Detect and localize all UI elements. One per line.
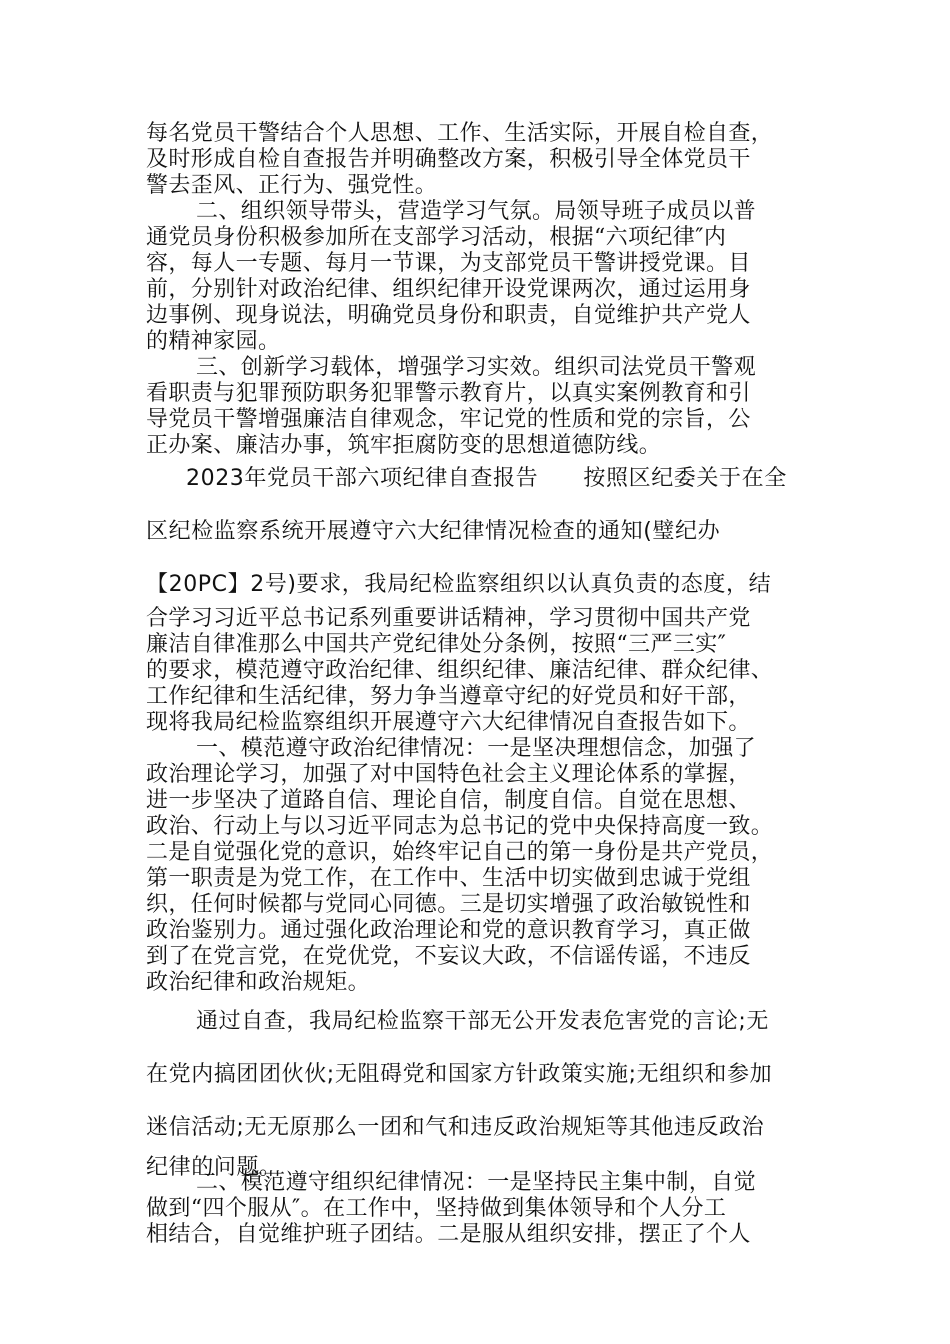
text-line: 廉洁自律准那么中国共产党纪律处分条例，按照“三严三实″ (146, 632, 727, 657)
text-line: 到了在党言党，在党优党，不妄议大政，不信谣传谣，不违反 (146, 944, 751, 969)
text-line: 通过自查，我局纪检监察干部无公开发表危害党的言论;无 (196, 1009, 770, 1034)
text-line: 导党员干警增强廉洁自律观念，牢记党的性质和党的宗旨，公 (146, 407, 751, 432)
text-line: 做到“四个服从″。在工作中，坚持做到集体领导和个人分工 (146, 1196, 727, 1221)
text-line: 三、创新学习载体，增强学习实效。组织司法党员干警观 (196, 355, 757, 380)
text-line: 政治理论学习，加强了对中国特色社会主义理论体系的掌握， (146, 762, 751, 787)
text-line: 正办案、廉洁办事，筑牢拒腐防变的思想道德防线。 (146, 433, 662, 458)
text-line: 第一职责是为党工作，在工作中、生活中切实做到忠诚于党组 (146, 866, 751, 891)
text-line: 工作纪律和生活纪律，努力争当遵章守纪的好党员和好干部， (146, 684, 751, 709)
text-line: 合学习习近平总书记系列重要讲话精神，学习贯彻中国共产党 (146, 606, 751, 631)
text-line: 的要求，模范遵守政治纪律、组织纪律、廉洁纪律、群众纪律、 (146, 658, 774, 683)
text-line: 政治、行动上与以习近平同志为总书记的党中央保持高度一致。 (146, 814, 774, 839)
text-line: 二、模范遵守组织纪律情况：一是坚持民主集中制，自觉 (196, 1170, 757, 1195)
text-line: 区纪检监察系统开展遵守六大纪律情况检查的通知(璧纪办 (146, 519, 721, 544)
text-line: 织，任何时候都与党同心同德。三是切实增强了政治敏锐性和 (146, 892, 751, 917)
text-line: 每名党员干警结合个人思想、工作、生活实际，开展自检自查， (146, 121, 774, 146)
text-line: 容，每人一专题、每月一节课，为支部党员干警讲授党课。目 (146, 251, 751, 276)
text-line: 二、组织领导带头，营造学习气氛。局领导班子成员以普 (196, 199, 757, 224)
text-line: 的精神家园。 (146, 329, 281, 354)
text-line: 进一步坚决了道路自信、理论自信，制度自信。自觉在思想、 (146, 788, 751, 813)
text-line: 前，分别针对政治纪律、组织纪律开设党课两次，通过运用身 (146, 277, 751, 302)
text-line: 迷信活动;无无原那么一团和气和违反政治规矩等其他违反政治 (146, 1115, 765, 1140)
text-line: 边事例、现身说法，明确党员身份和职责，自觉维护共产党人 (146, 303, 751, 328)
text-line: 【20PC】2号)要求，我局纪检监察组织以认真负责的态度，结 (146, 572, 772, 597)
text-line: 二是自觉强化党的意识，始终牢记自己的第一身份是共产党员， (146, 840, 774, 865)
report-title-line: 2023年党员干部六项纪律自查报告 按照区纪委关于在全 (186, 466, 787, 491)
text-line: 一、模范遵守政治纪律情况：一是坚决理想信念，加强了 (196, 736, 757, 761)
text-line: 及时形成自检自查报告并明确整改方案，积极引导全体党员干 (146, 147, 751, 172)
text-line: 相结合，自觉维护班子团结。二是服从组织安排，摆正了个人 (146, 1222, 751, 1247)
text-line: 看职责与犯罪预防职务犯罪警示教育片，以真实案例教育和引 (146, 381, 751, 406)
text-line: 警去歪风、正行为、强党性。 (146, 173, 438, 198)
text-line: 在党内搞团团伙伙;无阻碍党和国家方针政策实施;无组织和参加 (146, 1062, 773, 1087)
text-line: 通党员身份积极参加所在支部学习活动，根据“六项纪律″内 (146, 225, 727, 250)
text-line: 现将我局纪检监察组织开展遵守六大纪律情况自查报告如下。 (146, 710, 751, 735)
text-line: 政治纪律和政治规矩。 (146, 970, 371, 995)
text-line: 政治鉴别力。通过强化政治理论和党的意识教育学习，真正做 (146, 918, 751, 943)
text-line: 纪律的问题。 (146, 1155, 282, 1180)
